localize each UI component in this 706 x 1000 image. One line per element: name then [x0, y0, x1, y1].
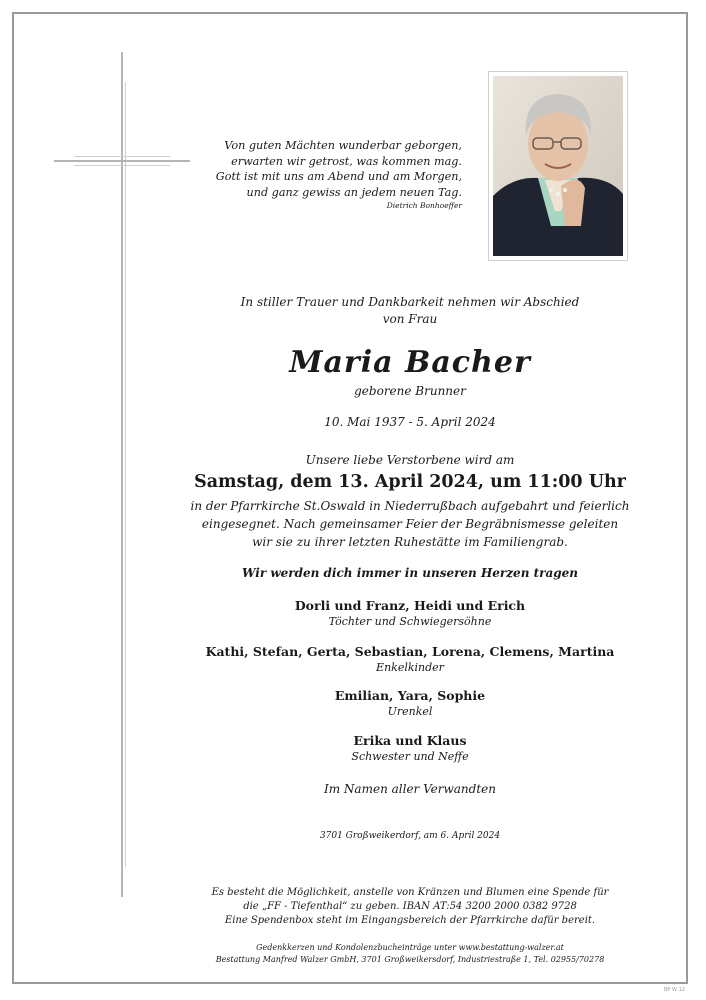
service-intro: Unsere liebe Verstorbene wird am — [305, 453, 515, 467]
life-dates: 10. Mai 1937 - 5. April 2024 — [324, 415, 496, 429]
donation-line: die „FF - Tiefenthal“ zu geben. IBAN AT:54 3200 2000 0382 9728 — [243, 901, 577, 912]
family-group — [190, 733, 630, 765]
quote-author: Dietrich Bonhoeffer — [386, 201, 462, 210]
funeral-home-footer — [190, 942, 630, 966]
bible-quote — [200, 138, 462, 212]
footer-line: Gedenkkerzen und Kondolenzbucheinträge unter www.bestattung-walzer.at — [256, 943, 564, 952]
quote-line: Gott ist mit uns am Abend und am Morgen, — [215, 170, 462, 183]
intro-line-1: In stiller Trauer und Dankbarkeit nehmen wir Abschied — [240, 295, 580, 309]
family-names: Dorli und Franz, Heidi und Erich — [294, 598, 526, 613]
service-line: eingesegnet. Nach gemeinsamer Feier der Begräbnismesse geleiten — [201, 517, 619, 531]
family-names: Erika und Klaus — [353, 733, 467, 748]
quote-line: Von guten Mächten wunderbar geborgen, — [224, 139, 462, 152]
service-line: in der Pfarrkirche St.Oswald in Niederrußbach aufgebahrt und feierlich — [190, 499, 630, 513]
service-line: wir sie zu ihrer letzten Ruhestätte im Familiengrab. — [252, 535, 568, 549]
deceased-name: Maria Bacher — [289, 345, 531, 380]
relatives-line: Im Namen aller Verwandten — [324, 782, 496, 796]
donation-notice — [190, 886, 630, 928]
service-details — [190, 497, 630, 551]
service-date: Samstag, dem 13. April 2024, um 11:00 Uhr — [194, 472, 626, 492]
intro-text — [190, 294, 630, 328]
family-relation: Enkelkinder — [376, 661, 444, 674]
hearts-line: Wir werden dich immer in unseren Herzen tragen — [242, 566, 578, 580]
place-date: 3701 Großweikerdorf, am 6. April 2024 — [319, 831, 501, 841]
corner-mark: BP W 12 — [664, 987, 685, 993]
family-group — [190, 598, 630, 630]
quote-line: erwarten wir getrost, was kommen mag. — [231, 154, 462, 168]
family-names: Emilian, Yara, Sophie — [334, 688, 486, 703]
quote-line: und ganz gewiss an jedem neuen Tag. — [246, 185, 462, 199]
portrait-photo — [488, 71, 628, 261]
family-names: Kathi, Stefan, Gerta, Sebastian, Lorena, Clemens, Martina — [205, 644, 615, 659]
donation-line: Es besteht die Möglichkeit, anstelle von Kränzen und Blumen eine Spende für — [211, 887, 609, 898]
intro-line-2: von Frau — [382, 312, 438, 326]
cross-vertical-bar — [121, 52, 126, 897]
family-relation: Urenkel — [387, 705, 433, 718]
birth-name: geborene Brunner — [354, 384, 466, 398]
footer-line: Bestattung Manfred Walzer GmbH, 3701 Großweikersdorf, Industriestraße 1, Tel. 02955/70278 — [215, 955, 605, 964]
cross-horizontal-bar — [54, 156, 190, 166]
family-group — [190, 644, 630, 676]
family-relation: Schwester und Neffe — [351, 750, 469, 763]
donation-line: Eine Spendenbox steht im Eingangsbereich der Pfarrkirche dafür bereit. — [224, 915, 596, 926]
family-group — [190, 688, 630, 720]
family-relation: Töchter und Schwiegersöhne — [328, 615, 492, 628]
